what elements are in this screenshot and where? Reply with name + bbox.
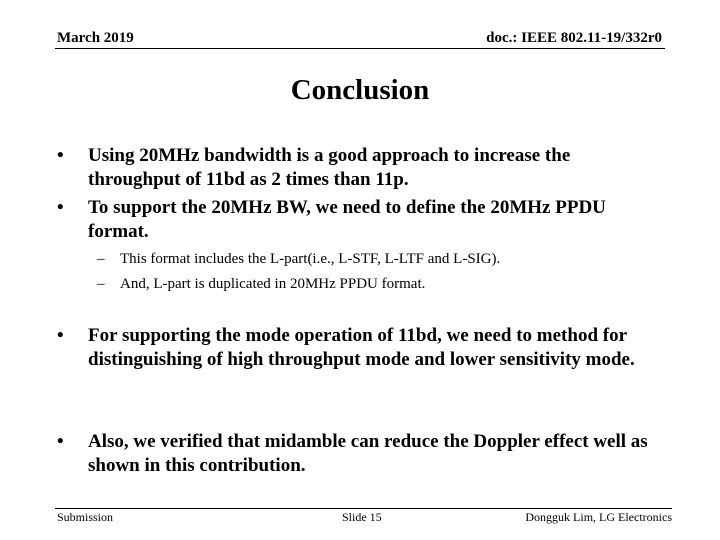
sub-bullet-item	[97, 274, 657, 294]
bullet-dot: •	[57, 325, 64, 346]
footer-submission: Submission	[57, 510, 114, 524]
bullet-text: Also, we verified that midamble can reduce the Doppler effect well as shown in this contribution.	[88, 431, 648, 476]
bullet-text: To support the 20MHz BW, we need to define the 20MHz PPDU format.	[88, 197, 606, 242]
sub-bullet-dash: –	[97, 276, 105, 292]
sub-bullet-text: And, L-part is duplicated in 20MHz PPDU format.	[120, 276, 426, 292]
slide-title: Conclusion	[290, 74, 430, 106]
bullet-text: For supporting the mode operation of 11bd, we need to method for distinguishing of high throughput mode and lower sensitivity mode.	[88, 325, 635, 370]
bullet-dot: •	[57, 145, 64, 166]
header-doc-id: doc.: IEEE 802.11-19/332r0	[486, 30, 662, 46]
footer-divider	[55, 508, 672, 509]
footer-author: Dongguk Lim, LG Electronics	[525, 510, 672, 524]
bullet-item	[57, 144, 657, 192]
header-divider	[55, 48, 665, 49]
bullet-dot: •	[57, 197, 64, 218]
bullet-dot: •	[57, 431, 64, 452]
bullet-item	[57, 430, 657, 478]
footer-slide-number: Slide 15	[342, 510, 382, 524]
sub-bullet-dash: –	[97, 251, 105, 267]
sub-bullet-text: This format includes the L-part(i.e., L-STF, L-LTF and L-SIG).	[120, 251, 501, 267]
bullet-text: Using 20MHz bandwidth is a good approach to increase the throughput of 11bd as 2 times than 11p.	[88, 145, 571, 190]
sub-bullet-item	[97, 249, 657, 269]
header-date: March 2019	[57, 30, 134, 46]
bullet-item	[57, 196, 657, 244]
bullet-item	[57, 324, 657, 372]
